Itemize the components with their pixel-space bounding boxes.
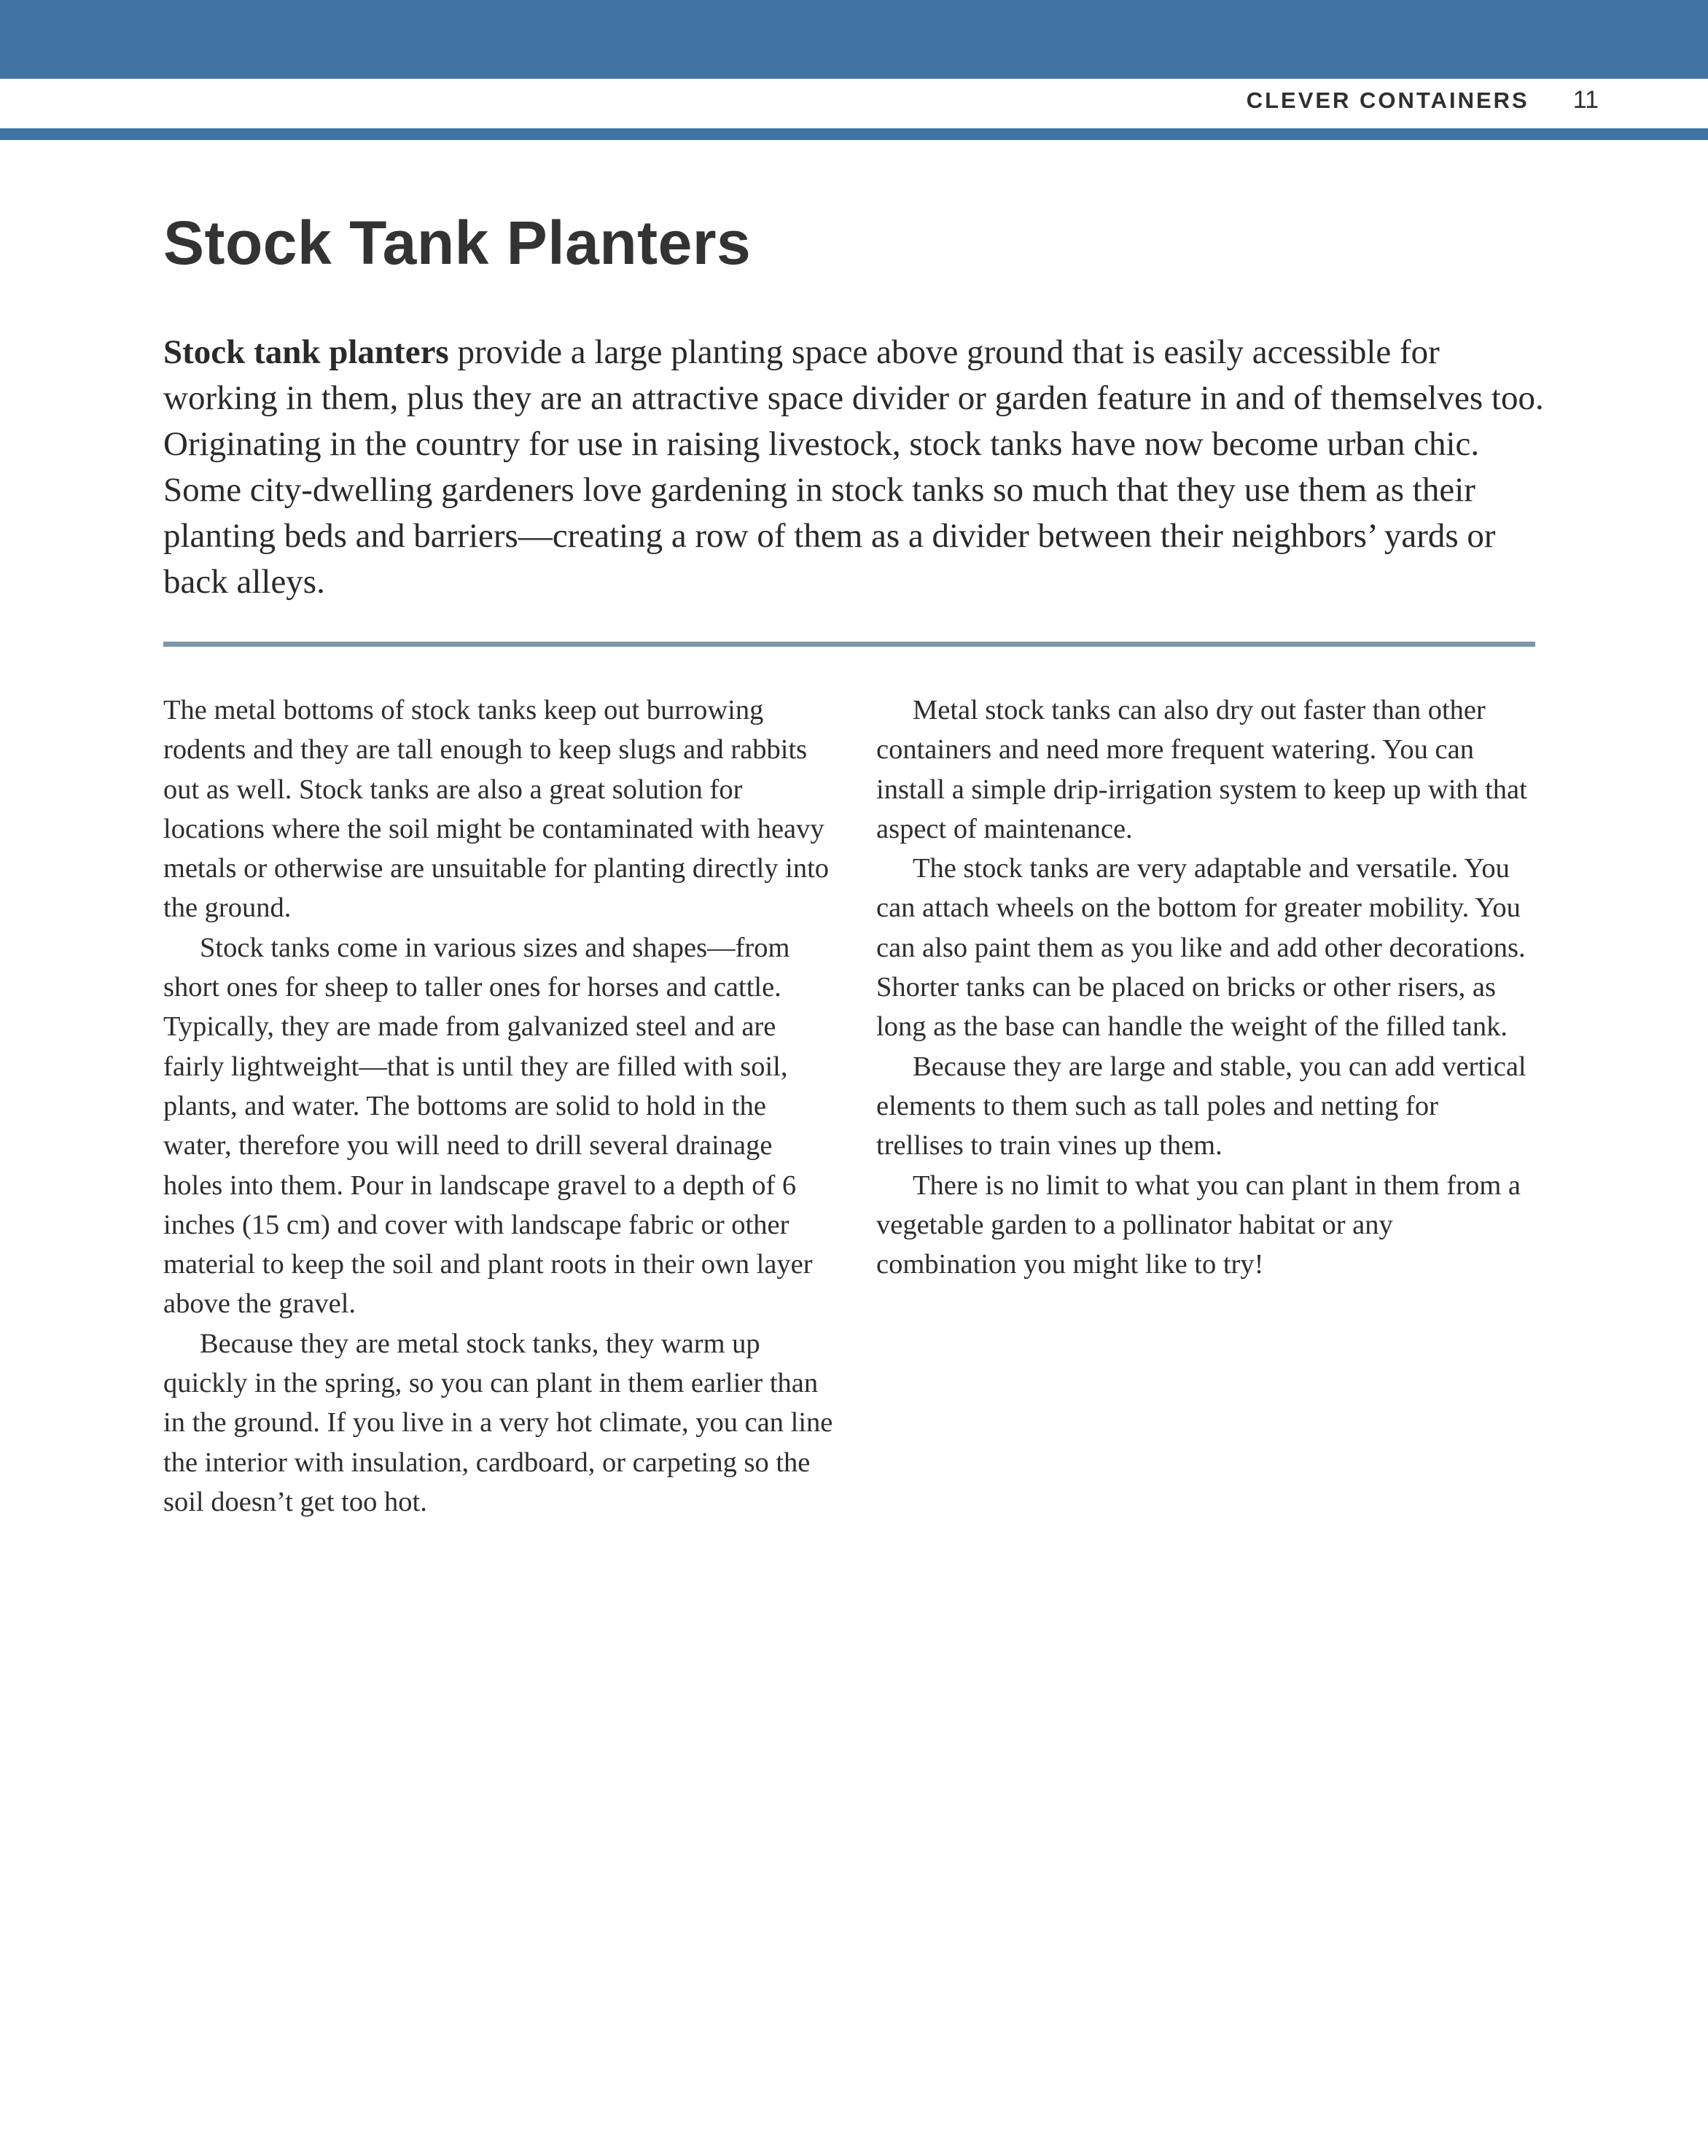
left-column	[163, 690, 834, 1522]
running-head	[1247, 86, 1599, 114]
body-paragraph: The stock tanks are very adaptable and versatile. You can attach wheels on the bottom for greater mobility. You can also paint them as you like and add other decorations. Shorter tanks can be placed on bricks or other risers, as long as the base can handle the weight of the filled tank.	[876, 853, 1526, 1043]
intro-paragraph	[163, 330, 1548, 605]
body-paragraph: Because they are large and stable, you can add vertical elements to them such as tall poles and netting for trellises to train vines up them.	[876, 1051, 1526, 1161]
body-paragraph: Metal stock tanks can also dry out faster than other containers and need more frequent watering. You can install a simple drip-irrigation system to keep up with that aspect of maintenance.	[876, 695, 1527, 844]
intro-lead: Stock tank planters	[163, 333, 449, 371]
intro-text: provide a large planting space above ground that is easily accessible for working in them, plus they are an attractive space divider or garden feature in and of themselves too. Originating in the country for use in raising livestock, stock tanks have now become urban chic. Some city-dwelling gardeners love gardening in stock tanks so much that they use them as their planting beds and barriers—creating a row of them as a divider between their neighbors’ yards or back alleys.	[163, 333, 1544, 601]
right-column	[876, 690, 1532, 1284]
body-paragraph: Stock tanks come in various sizes and shapes—from short ones for sheep to taller ones for horses and cattle. Typically, they are made from galvanized steel and are fairly lightweight—that is until they are filled with soil, plants, and water. The bottoms are solid to hold in the water, therefore you will need to drill several drainage holes into them. Pour in landscape gravel to a depth of 6 inches (15 cm) and cover with landscape fabric or other material to keep the soil and plant roots in their own layer above the gravel.	[163, 932, 813, 1320]
body-paragraph: The metal bottoms of stock tanks keep out burrowing rodents and they are tall enough to keep slugs and rabbits out as well. Stock tanks are also a great solution for locations where the soil might be contaminated with heavy metals or otherwise are unsuitable for planting directly into the ground.	[163, 695, 830, 924]
body-paragraph: There is no limit to what you can plant in them from a vegetable garden to a pollinator habitat or any combination you might like to try!	[876, 1170, 1521, 1280]
header-rule	[0, 128, 1708, 140]
intro-divider	[163, 642, 1535, 647]
body-paragraph: Because they are metal stock tanks, they warm up quickly in the spring, so you can plant in them earlier than in the ground. If you live in a very hot climate, you can line the interior with insulation, cardboard, or carpeting so the soil doesn’t get too hot.	[163, 1328, 833, 1517]
section-label: CLEVER CONTAINERS	[1246, 87, 1529, 113]
page-title: Stock Tank Planters	[163, 209, 752, 277]
page-number: 11	[1572, 86, 1599, 114]
header-color-band	[0, 0, 1708, 79]
